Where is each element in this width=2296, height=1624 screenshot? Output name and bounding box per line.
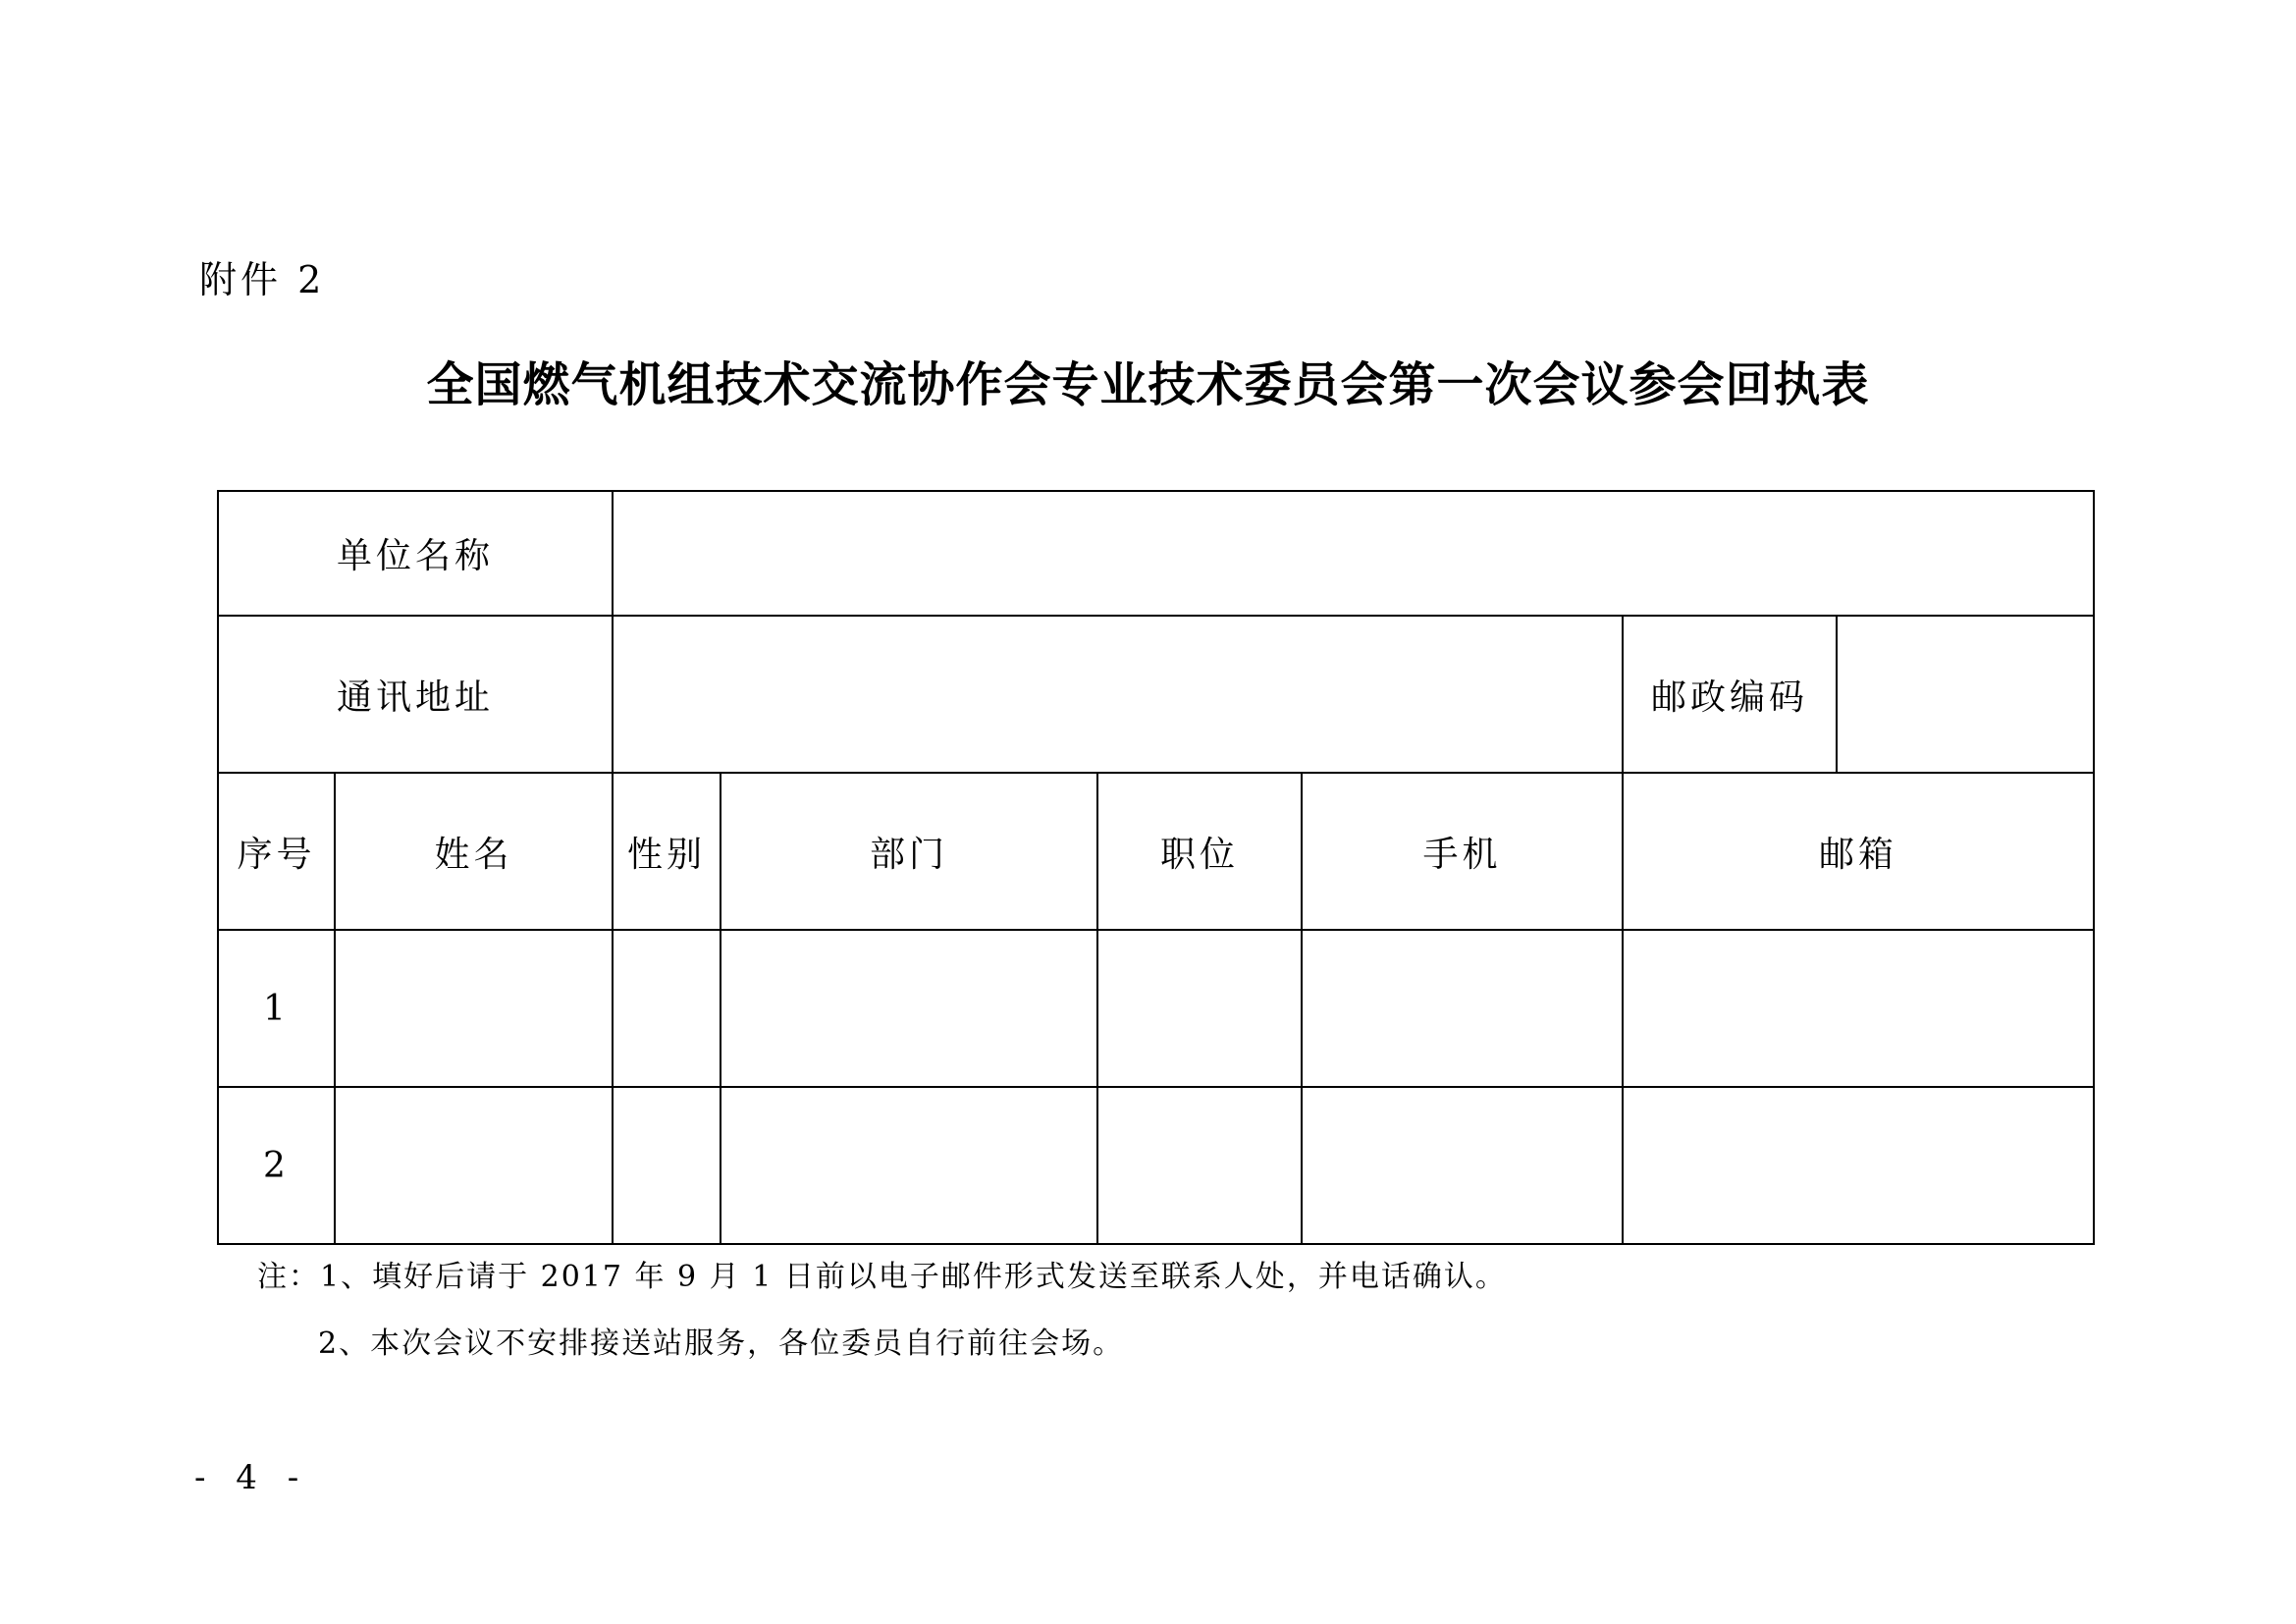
position-field[interactable]: [1097, 1087, 1302, 1244]
postcode-label: 邮政编码: [1624, 617, 1838, 772]
org-name-row: [218, 491, 2094, 616]
registration-form-table: [217, 490, 2095, 1245]
col-header-department: 部门: [721, 773, 1097, 930]
col-header-position: 职位: [1097, 773, 1302, 930]
email-field[interactable]: [1623, 1087, 2094, 1244]
note-2: 2、本次会议不安排接送站服务，各位委员自行前往会场。: [318, 1326, 1125, 1361]
table-row: [218, 1087, 2094, 1244]
note-1: 注：1、填好后请于 2017 年 9 月 1 日前以电子邮件形式发送至联系人处，并电话确认。: [257, 1260, 1507, 1294]
document-title: 全国燃气机组技术交流协作会专业技术委员会第一次会议参会回执表: [426, 357, 1870, 412]
col-header-no: 序号: [218, 773, 335, 930]
org-name-field[interactable]: [613, 491, 2094, 616]
address-field[interactable]: [613, 616, 1623, 773]
table-row: [218, 930, 2094, 1087]
row-number: 2: [218, 1087, 335, 1244]
column-header-row: [218, 773, 2094, 930]
department-field[interactable]: [721, 1087, 1097, 1244]
email-field[interactable]: [1623, 930, 2094, 1087]
col-header-mobile: 手机: [1302, 773, 1623, 930]
postcode-cell: [1623, 616, 2094, 773]
address-label: 通讯地址: [218, 616, 613, 773]
mobile-field[interactable]: [1302, 1087, 1623, 1244]
row-number: 1: [218, 930, 335, 1087]
address-row: [218, 616, 2094, 773]
name-field[interactable]: [335, 930, 613, 1087]
col-header-name: 姓名: [335, 773, 613, 930]
name-field[interactable]: [335, 1087, 613, 1244]
position-field[interactable]: [1097, 930, 1302, 1087]
attachment-label: 附件 2: [199, 258, 326, 301]
gender-field[interactable]: [613, 930, 721, 1087]
gender-field[interactable]: [613, 1087, 721, 1244]
col-header-gender: 性别: [613, 773, 721, 930]
col-header-email: 邮箱: [1623, 773, 2094, 930]
department-field[interactable]: [721, 930, 1097, 1087]
page-number: - 4 -: [194, 1458, 309, 1497]
postcode-field[interactable]: [1838, 617, 2093, 772]
mobile-field[interactable]: [1302, 930, 1623, 1087]
org-name-label: 单位名称: [218, 491, 613, 616]
